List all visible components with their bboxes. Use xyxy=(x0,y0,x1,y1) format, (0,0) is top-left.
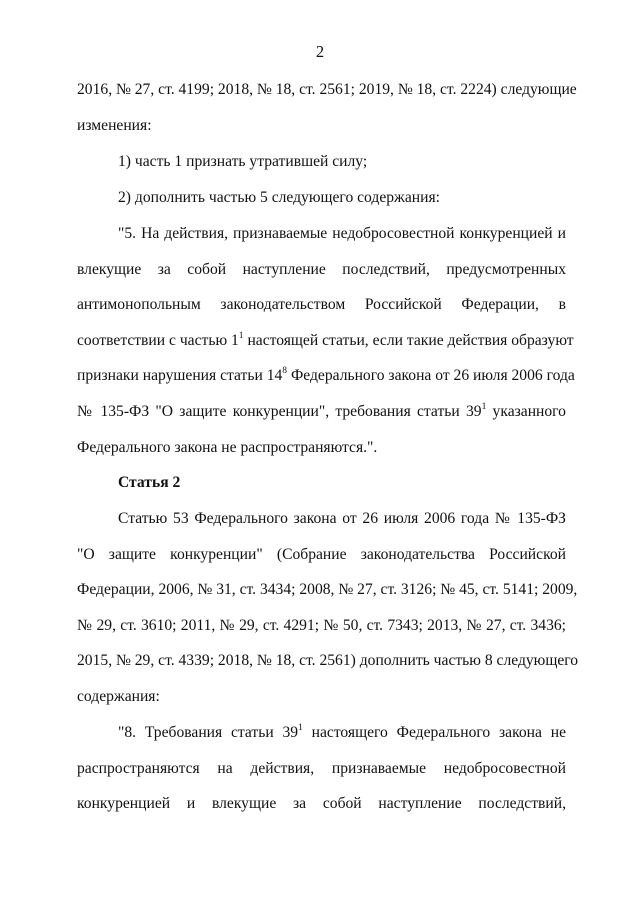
text-line: 2015, № 29, ст. 4339; 2018, № 18, ст. 2561) дополнить частью 8 следующего xyxy=(77,652,579,669)
text-line: признаки нарушения статьи $14^8$ Федерального закона от 26 июля 2006 года xyxy=(77,365,575,384)
text-line: влекущие за собой наступление последствий, предусмотренных xyxy=(77,261,566,278)
text-line: № 135-ФЗ "О защите конкуренции", требования статьи $39^1$ указанного xyxy=(77,401,566,420)
superscript: 1 xyxy=(481,401,487,412)
text-line: № 29, ст. 3610; 2011, № 29, ст. 4291; № 50, ст. 7343; 2013, № 27, ст. 3436; xyxy=(77,617,566,634)
text-line: содержания: xyxy=(77,688,160,705)
text-line: конкуренцией и влекущие за собой наступление последствий, xyxy=(77,795,566,812)
text-line: "8. Требования статьи $39^1$ настоящего Федерального закона не xyxy=(118,722,567,741)
text-line: соответствии с частью $1^1$ настоящей статьи, если такие действия образуют xyxy=(77,330,574,349)
text-line: "5. На действия, признаваемые недобросовестной конкуренцией и xyxy=(118,225,566,242)
list-item: 1) часть 1 признать утратившей силу; xyxy=(118,153,368,170)
superscript: 8 xyxy=(282,365,288,376)
text-line: Федерального закона не распространяются.". xyxy=(77,439,378,456)
text-line: изменения: xyxy=(77,117,152,134)
superscript: 1 xyxy=(298,722,303,733)
superscript: 1 xyxy=(238,330,244,341)
page-number: 2 xyxy=(315,42,325,61)
text-line: Статью 53 Федерального закона от 26 июля 2006 года № 135-ФЗ xyxy=(118,510,566,527)
text-line: Федерации, 2006, № 31, ст. 3434; 2008, № 27, ст. 3126; № 45, ст. 5141; 2009, xyxy=(77,581,578,598)
article-heading: Статья 2 xyxy=(118,474,181,491)
list-item: 2) дополнить частью 5 следующего содержания: xyxy=(118,189,440,206)
text-line: 2016, № 27, ст. 4199; 2018, № 18, ст. 2561; 2019, № 18, ст. 2224) следующие xyxy=(77,81,577,98)
text-line: распространяются на действия, признаваемые недобросовестной xyxy=(77,760,566,777)
text-line: "О защите конкуренции" (Собрание законодательства Российской xyxy=(77,546,566,563)
text-line: антимонопольным законодательством Российской Федерации, в xyxy=(77,296,566,313)
